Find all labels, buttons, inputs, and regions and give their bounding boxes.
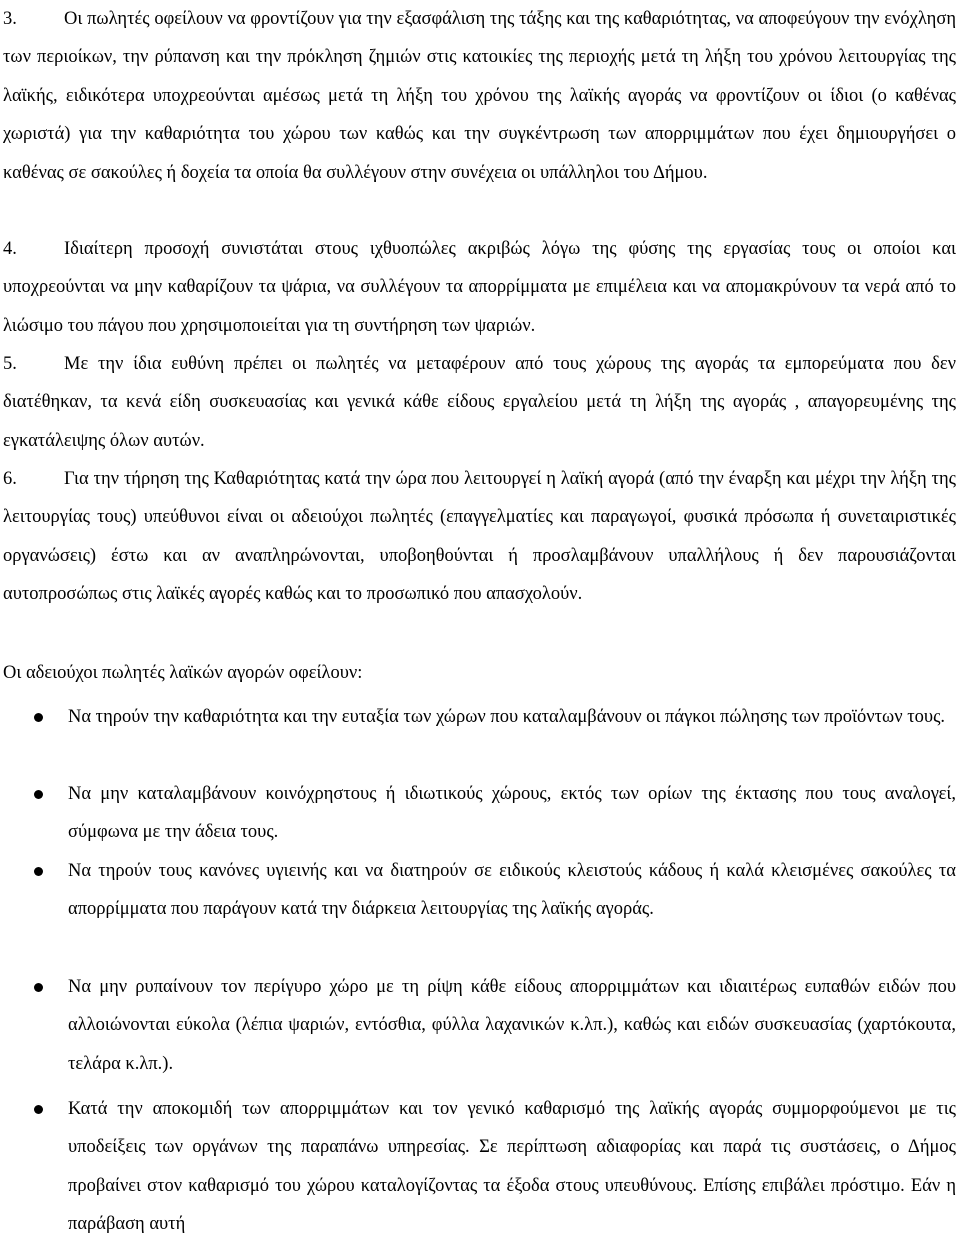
paragraph-5 [3, 345, 956, 460]
paragraph-3 [3, 0, 956, 192]
bullet-icon [34, 867, 43, 876]
list-item-text: Κατά την αποκομιδή των απορριμμάτων και τον γενικό καθαρισμό της λαϊκής αγοράς συμμορφούμενοι με τις υποδείξεις των οργάνων της παραπάνω υπηρεσίας. Σε περίπτωση αδιαφορίας και παρά τις συστάσεις, ο Δήμος προβαίνει στον καθαρισμό του χώρου καταλογίζοντας τα έξοδα στους υπευθύνους. Επίσης επιβάλει πρόστιμο. Εάν η παράβαση αυτή [68, 1099, 956, 1235]
list-item-text: Να τηρούν την καθαριότητα και την ευταξία των χώρων που καταλαμβάνουν οι πάγκοι πώλησης των προϊόντων τους. [68, 707, 946, 727]
paragraph-text: Για την τήρηση της Καθαριότητας κατά την ώρα που λειτουργεί η λαϊκή αγορά (από την έναρξη και μέχρι την λήξη της λειτουργίας τους) υπεύθυνοι είναι οι αδειούχοι πωλητές (επαγγελματίες και παραγωγοί, φυσικά πρόσωπα ή συνεταιριστικές οργανώσεις) έστω και αν αναπληρώνονται, υποβοηθούνται ή προσλαμβάνουν υπαλλήλους ή δεν παρουσιάζονται αυτοπροσώπως στις λαϊκές αγορές καθώς και το προσωπικό που απασχολούν. [3, 469, 956, 605]
list-item-text: Να μην καταλαμβάνουν κοινόχρηστους ή ιδιωτικούς χώρους, εκτός των ορίων της έκτασης που τους αναλογεί, σύμφωνα με την άδεια τους. [68, 784, 956, 843]
paragraph-number: 3. [3, 9, 17, 29]
paragraph-number: 6. [3, 469, 17, 489]
bullet-icon [34, 983, 43, 992]
bullet-icon [34, 713, 43, 722]
paragraph-6 [3, 460, 956, 614]
paragraph-text: Ιδιαίτερη προσοχή συνιστάται στους ιχθυοπώλες ακριβώς λόγω της φύσης της εργασίας τους οι οποίοι και υποχρεούνται να μην καθαρίζουν τα ψάρια, να συλλέγουν τα απορρίμματα με επιμέλεια και να απομακρύνουν τα νερά από το λιώσιμο του πάγου που χρησιμοποιείται για τη συντήρηση των ψαριών. [3, 239, 956, 336]
list-intro: Οι αδειούχοι πωλητές λαϊκών αγορών οφείλουν: [3, 663, 363, 683]
paragraph-4 [3, 230, 956, 345]
bullet-icon [34, 790, 43, 799]
list-item-text: Να μην ρυπαίνουν τον περίγυρο χώρο με τη ρίψη κάθε είδους απορριμμάτων και ιδιαιτέρως ευπαθών ειδών που αλλοιώνονται εύκολα (λέπια ψαριών, εντόσθια, φύλλα λαχανικών κ.λπ.), καθώς και ειδών συσκευασίας (χαρτόκουτα, τελάρα κ.λπ.). [68, 977, 956, 1074]
paragraph-text: Με την ίδια ευθύνη πρέπει οι πωλητές να μεταφέρουν από τους χώρους της αγοράς τα εμπορεύματα που δεν διατέθηκαν, τα κενά είδη συσκευασίας και γενικά κάθε είδους εργαλείου μετά τη λήξη της αγοράς , απαγορευμένης της εγκατάλειψης όλων αυτών. [3, 354, 956, 451]
list-item-text: Να τηρούν τους κανόνες υγιεινής και να διατηρούν σε ειδικούς κλειστούς κάδους ή καλά κλεισμένες σακούλες τα απορρίμματα που παράγουν κατά την διάρκεια λειτουργίας της λαϊκής αγοράς. [68, 861, 956, 920]
bullet-icon [34, 1105, 43, 1114]
paragraph-number: 5. [3, 354, 17, 374]
paragraph-number: 4. [3, 239, 17, 259]
paragraph-text: Οι πωλητές οφείλουν να φροντίζουν για την εξασφάλιση της τάξης και της καθαριότητας, να αποφεύγουν την ενόχληση των περιοίκων, την ρύπανση και την πρόκληση ζημιών στις κατοικίες της περιοχής μετά τη λήξη του χρόνου λειτουργίας της λαϊκής, ειδικότερα υποχρεούνται αμέσως μετά τη λήξη του χρόνου της λαϊκής αγοράς να φροντίζουν οι ίδιοι (ο καθένας χωριστά) για την καθαριότητα του χώρου των καθώς και την συγκέντρωση των απορριμμάτων που έχει δημιουργήσει ο καθένας σε σακούλες ή δοχεία τα οποία θα συλλέγουν στην συνέχεια οι υπάλληλοι του Δήμου. [3, 9, 956, 183]
